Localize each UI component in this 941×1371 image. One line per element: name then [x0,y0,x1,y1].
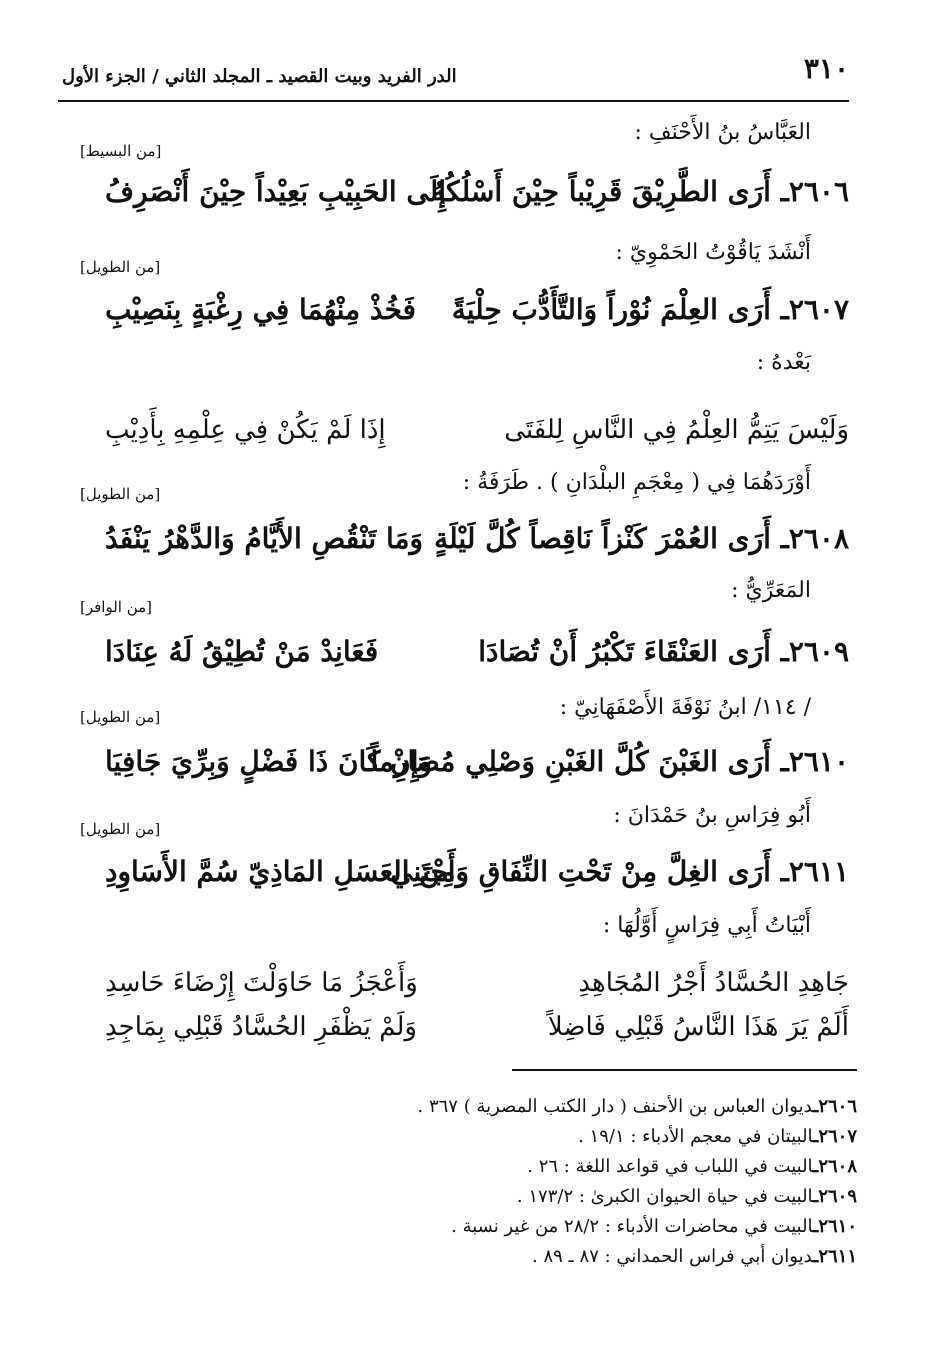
verse-first-hemistich [452,293,849,326]
verse-first-text: أَلَمْ يَرَ هَذَا النَّاسُ قَبْلِي فَاضِلاً [547,1012,849,1042]
verse-first-hemistich [431,175,849,208]
verse-first-hemistich [370,745,849,778]
verse-first-hemistich [578,968,849,998]
footnote-text: البيت في اللباب في قواعد اللغة : ٢٦ . [527,1156,814,1177]
verse-second-hemistich: مِنَ العَسَلِ المَاذِيّ سُمَّ الأَسَاوِدِ [105,855,456,888]
poet-intro: أَوْرَدَهُمَا فِي ( مِعْجَمِ البلْدَانِ ) . طَرَفَةُ : [462,470,811,495]
header-rule [58,100,849,102]
verse-first-hemistich [504,415,849,445]
poet-intro: بَعْدهُ : [756,350,811,375]
verse-number: ٢٦٠٦ـ [780,175,849,208]
page-number: ٣١٠ [803,52,849,85]
verse-second-hemistich: وَإِنْ كَانَ ذَا فَضْلٍ وَبِرِّيَ جَافِيَا [105,745,433,778]
verse-first-hemistich [478,635,849,668]
footnote-number: ٢٦١١ـ [813,1246,857,1267]
verse-first-text: أَرَى العِلْمَ نُوْراً وَالتَّأَدُّبَ حِلْيَةً [451,293,771,326]
footnote-number: ٢٦٠٩ـ [813,1186,857,1207]
running-title: الدر الفريد وبيت القصيد ـ المجلد الثاني / الجزء الأول [62,66,457,87]
verse-second-hemistich: وَمَا تَنْقُصِ الأَيَّامُ وَالدَّهْرُ يَنْفَدُ [105,522,424,555]
footnote-number: ٢٦١٠ـ [813,1216,857,1237]
verse-first-hemistich [390,855,849,888]
meter-label: [من الوافر] [80,598,153,616]
poet-intro: المَعَرِّيُّ : [731,578,811,603]
verse-second-hemistich: فَعَانِدْ مَنْ تُطِيْقُ لَهُ عِنَادَا [105,635,379,668]
verse-second-hemistich: وَأَعْجَزُ مَا حَاوَلْتَ إِرْضَاءَ حَاسِدِ [105,968,418,998]
footnote-number: ٢٦٠٧ـ [813,1126,857,1147]
footnote-text: البيتان في معجم الأدباء : ١٩/١ . [578,1126,814,1147]
verse-first-hemistich [434,522,849,555]
page-header [62,52,849,96]
footnote-text: البيت في حياة الحيوان الكبرىٰ : ١٧٣/٢ . [516,1186,814,1207]
verse-first-text: أَرَى الطَّرِيْقَ قَرِيْباً حِيْنَ أَسْلُكُهُ [431,175,771,208]
verse-first-text: أَرَى العُمْرَ كَنْزاً نَاقِصاً كُلَّ لَيْلَةٍ [434,522,771,555]
verse-second-hemistich: إِذَا لَمْ يَكُنْ فِي عِلْمِهِ بِأَدِيْبِ [105,415,386,445]
verse-first-text: وَلَيْسَ يَتِمُّ العِلْمُ فِي النَّاسِ لِلفَتَى [504,415,849,445]
verse-number: ٢٦١٠ـ [780,745,849,778]
verse-second-hemistich: إِلَى الحَبِيْبِ بَعِيْداً حِيْنَ أَنْصَرِفُ [105,175,447,208]
footnote-number: ٢٦٠٦ـ [813,1096,857,1117]
meter-label: [من الطويل] [80,820,161,838]
poet-intro: أَنْشَدَ يَاقُوْتُ الحَمْوِيّ : [615,240,811,265]
meter-label: [من البسيط] [80,142,162,160]
footnote-text: البيت في محاضرات الأدباء : ٢٨/٢ من غير نسبة . [451,1216,814,1237]
meter-label: [من الطويل] [80,708,161,726]
poet-intro: أَبُو فِرَاسِ بنُ حَمْدَانَ : [613,803,811,828]
meter-label: [من الطويل] [80,258,161,276]
poet-intro: أَبْيَاتُ أَبِي فِرَاسٍ أَوَّلُهَا : [602,913,811,938]
footnote-item [97,1152,857,1182]
footnote-rule [512,1069,857,1071]
footnotes [97,1092,857,1272]
footnote-text: ديوان العباس بن الأحنف ( دار الكتب المصرية ) ٣٦٧ . [417,1096,814,1117]
verse-first-text: أَرَى الغِلَّ مِنْ تَحْتِ النِّفَاقِ وَأَجْتَنِي [390,855,771,888]
meter-label: [من الطويل] [80,485,161,503]
verse-number: ٢٦١١ـ [780,855,849,888]
footnote-item [97,1182,857,1212]
verse-second-hemistich: فَخُذْ مِنْهُمَا فِي رِغْبَةٍ بِنَصِيْبِ [105,293,417,326]
verse-number: ٢٦٠٨ـ [780,522,849,555]
verse-second-hemistich: وَلَمْ يَظْفَرِ الحُسَّادُ قَبْلِي بِمَاجِدِ [105,1012,417,1042]
footnote-text: ديوان أبي فراس الحمداني : ٨٧ ـ ٨٩ . [532,1246,814,1267]
verse-number: ٢٦٠٧ـ [780,293,849,326]
verse-first-text: جَاهِدِ الحُسَّادُ أَجْرُ المُجَاهِدِ [578,968,849,998]
footnote-item [97,1092,857,1122]
poet-intro: العَبَّاسُ بنُ الأَحْنَفِ : [634,120,811,145]
footnote-item [97,1212,857,1242]
footnote-item [97,1242,857,1272]
verse-first-hemistich [548,1012,849,1042]
verse-number: ٢٦٠٩ـ [780,635,849,668]
verse-first-text: أَرَى الغَبْنَ كُلَّ الغَبْنِ وَصْلِي مُصَارِماً [370,745,771,778]
footnote-number: ٢٦٠٨ـ [813,1156,857,1177]
verse-first-text: أَرَى العَنْقَاءَ تَكْبُرُ أَنْ تُصَادَا [478,635,771,668]
poet-intro: / ١١٤/ ابنُ نَوْفَةَ الأَصْفَهَانِيّ : [559,695,811,720]
footnote-item [97,1122,857,1152]
